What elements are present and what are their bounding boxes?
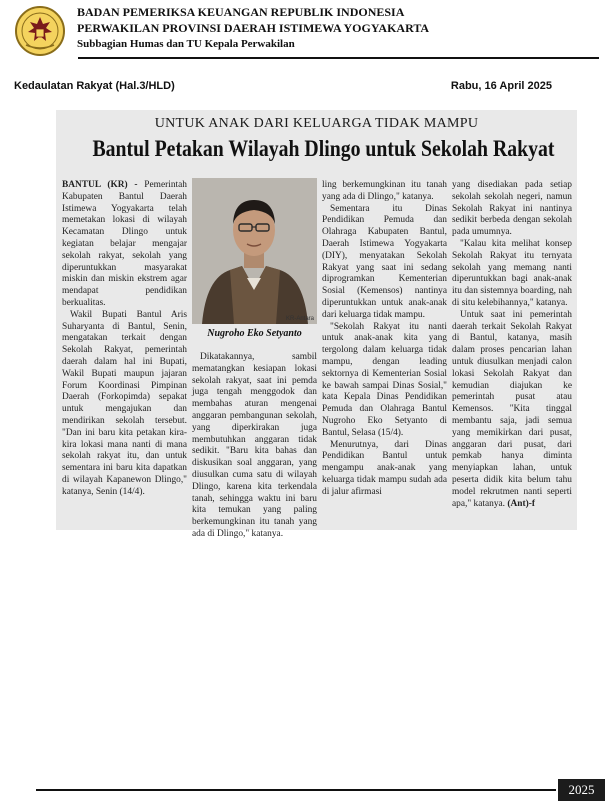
article-column-2 [192,352,317,539]
publication-date: Rabu, 16 April 2025 [450,80,552,92]
article-paragraph: Dikatakannya, sambil mematangkan kesiapan lokasi sekolah rakyat, saat ini pemda juga tengah menggodok dan membahas aturan mengenai anggaran pembangunan sekolah, yang diperkirakan juga membutuhkan anggaran tidak sedikit. "Baru kita bahas dan diskusikan soal anggaran, yang diusulkan cuma satu di wilayah Dlingo, karena kita terkendala tanah, sehingga waktu ini baru kita temukan yang paling berkemungkinan itu tanah yang ada di Dlingo," katanya. [192,352,317,539]
article-column-3 [322,180,447,530]
org-line-2: PERWAKILAN PROVINSI DAERAH ISTIMEWA YOGYAKARTA [77,21,430,35]
article-column-4 [452,180,572,530]
article-paragraph [62,180,187,310]
photo-caption: Nugroho Eko Setyanto [207,328,302,339]
portrait-photo [192,178,317,324]
photo-credit: KR-Antara [285,316,314,322]
letterhead [0,0,610,66]
header-divider [78,57,599,59]
footer-divider [36,789,556,791]
article-paragraph: yang disediakan pada setiap sekolah sekolah negeri, namun Sekolah Rakyat ini nantinya sedikit berbeda dengan sekolah pada umumnya. [452,180,572,238]
organization-name [77,4,429,52]
dateline: BANTUL (KR) - [62,180,138,190]
newspaper-clipping [56,110,577,539]
paragraph-text: Pemerintah Kabupaten Bantul Daerah Istimewa Yogyakarta telah memetakan lokasi di wilayah Kecamatan Dlingo untuk kegiatan belajar mengajar sekolah rakyat, sekolah yang diperuntukkan masyarakat miskin dan miskin ekstrem agar mendapat pendidikan berkualitas. [62,180,187,308]
garuda-emblem-icon [14,5,66,57]
org-line-3: Subbagian Humas dan TU Kepala Perwakilan [77,38,295,50]
signoff: (Ant)-f [507,498,535,509]
article-paragraph: Sementara itu Dinas Pendidikan Pemuda dan Olahraga Kabupaten Bantul, Daerah Istimewa Yogyakarta (DIY), menyatakan Sekolah Rakyat yang saat ini sedang diprogramkan Kementerian Sosial (Kemensos) nantinya diperuntukkan untuk anak-anak dari keluarga tidak mampu. [322,203,447,320]
publication-source: Kedaulatan Rakyat (Hal.3/HLD) [14,80,175,92]
paragraph-text: Untuk saat ini pemerintah daerah terkait Sekolah Rakyat di Bantul, katanya, masih dalam proses pencarian lahan untuk diusulkan menjadi calon lokasi Sekolah Rakyat dan kemudian diajukan ke pemerintah pusat atau Kemensos. "Kita tinggal membantu saja, jadi semua yang memikirkan dari pusat, anggaran dari pusat, dari pemkab hanya diminta menyiapkan lahan, untuk peserta didik kita belum tahu model rekrutmen nanti seperti apa," katanya. [452,309,572,509]
article-paragraph: Menurutnya, dari Dinas Pendidikan Bantul untuk mengampu anak-anak yang keluarga tidak mampu sudah ada di jalur afirmasi [322,439,447,497]
org-line-1: BADAN PEMERIKSA KEUANGAN REPUBLIK INDONESIA [77,5,405,19]
article-paragraph: "Kalau kita melihat konsep Sekolah Rakyat itu ternyata sekolah yang memang nanti diperuntukkan bagi anak-anak itu dan sistemnya boarding, nah di situ kelebihannya," katanya. [452,238,572,308]
article-kicker: UNTUK ANAK DARI KELUARGA TIDAK MAMPU [154,116,479,131]
footer-year-badge: 2025 [558,779,605,801]
article-headline: Bantul Petakan Wilayah Dlingo untuk Sekolah Rakyat [92,136,555,161]
article-paragraph [452,310,572,511]
article-photo [192,178,317,324]
article-column-1 [62,180,187,530]
article-paragraph: "Sekolah Rakyat itu nanti untuk anak-anak kita yang tergolong dalam keluarga tidak mampu, dengan leading sektornya di Kementerian Sosial ke bawah sampai Dinas Sosial," kata Kepala Dinas Pendidikan Pemuda dan Olahraga Bantul Nugroho Eko Setyanto di Bantul, Selasa (15/4). [322,321,447,438]
article-paragraph: ling berkemungkinan itu tanah yang ada di Dlingo," katanya. [322,180,447,202]
article-paragraph: Wakil Bupati Bantul Aris Suharyanta di Bantul, Senin, mengatakan terkait dengan Sekolah Rakyat, pemerintah daerah dalam hal ini Bupati, Wakil Bupati maupun jajaran Forum Koordinasi Pimpinan Daerah (Forkopimda) sepakat untuk mengajukan dan mendirikan sekolah tersebut. "Dan ini baru kita petakan kira-kira lokasi mana nanti di mana sekolah rakyat itu, dan untuk sementara ini baru kita dapatkan di wilayah Kapanewon Dlingo," katanya, Senin (14/4). [62,309,187,497]
